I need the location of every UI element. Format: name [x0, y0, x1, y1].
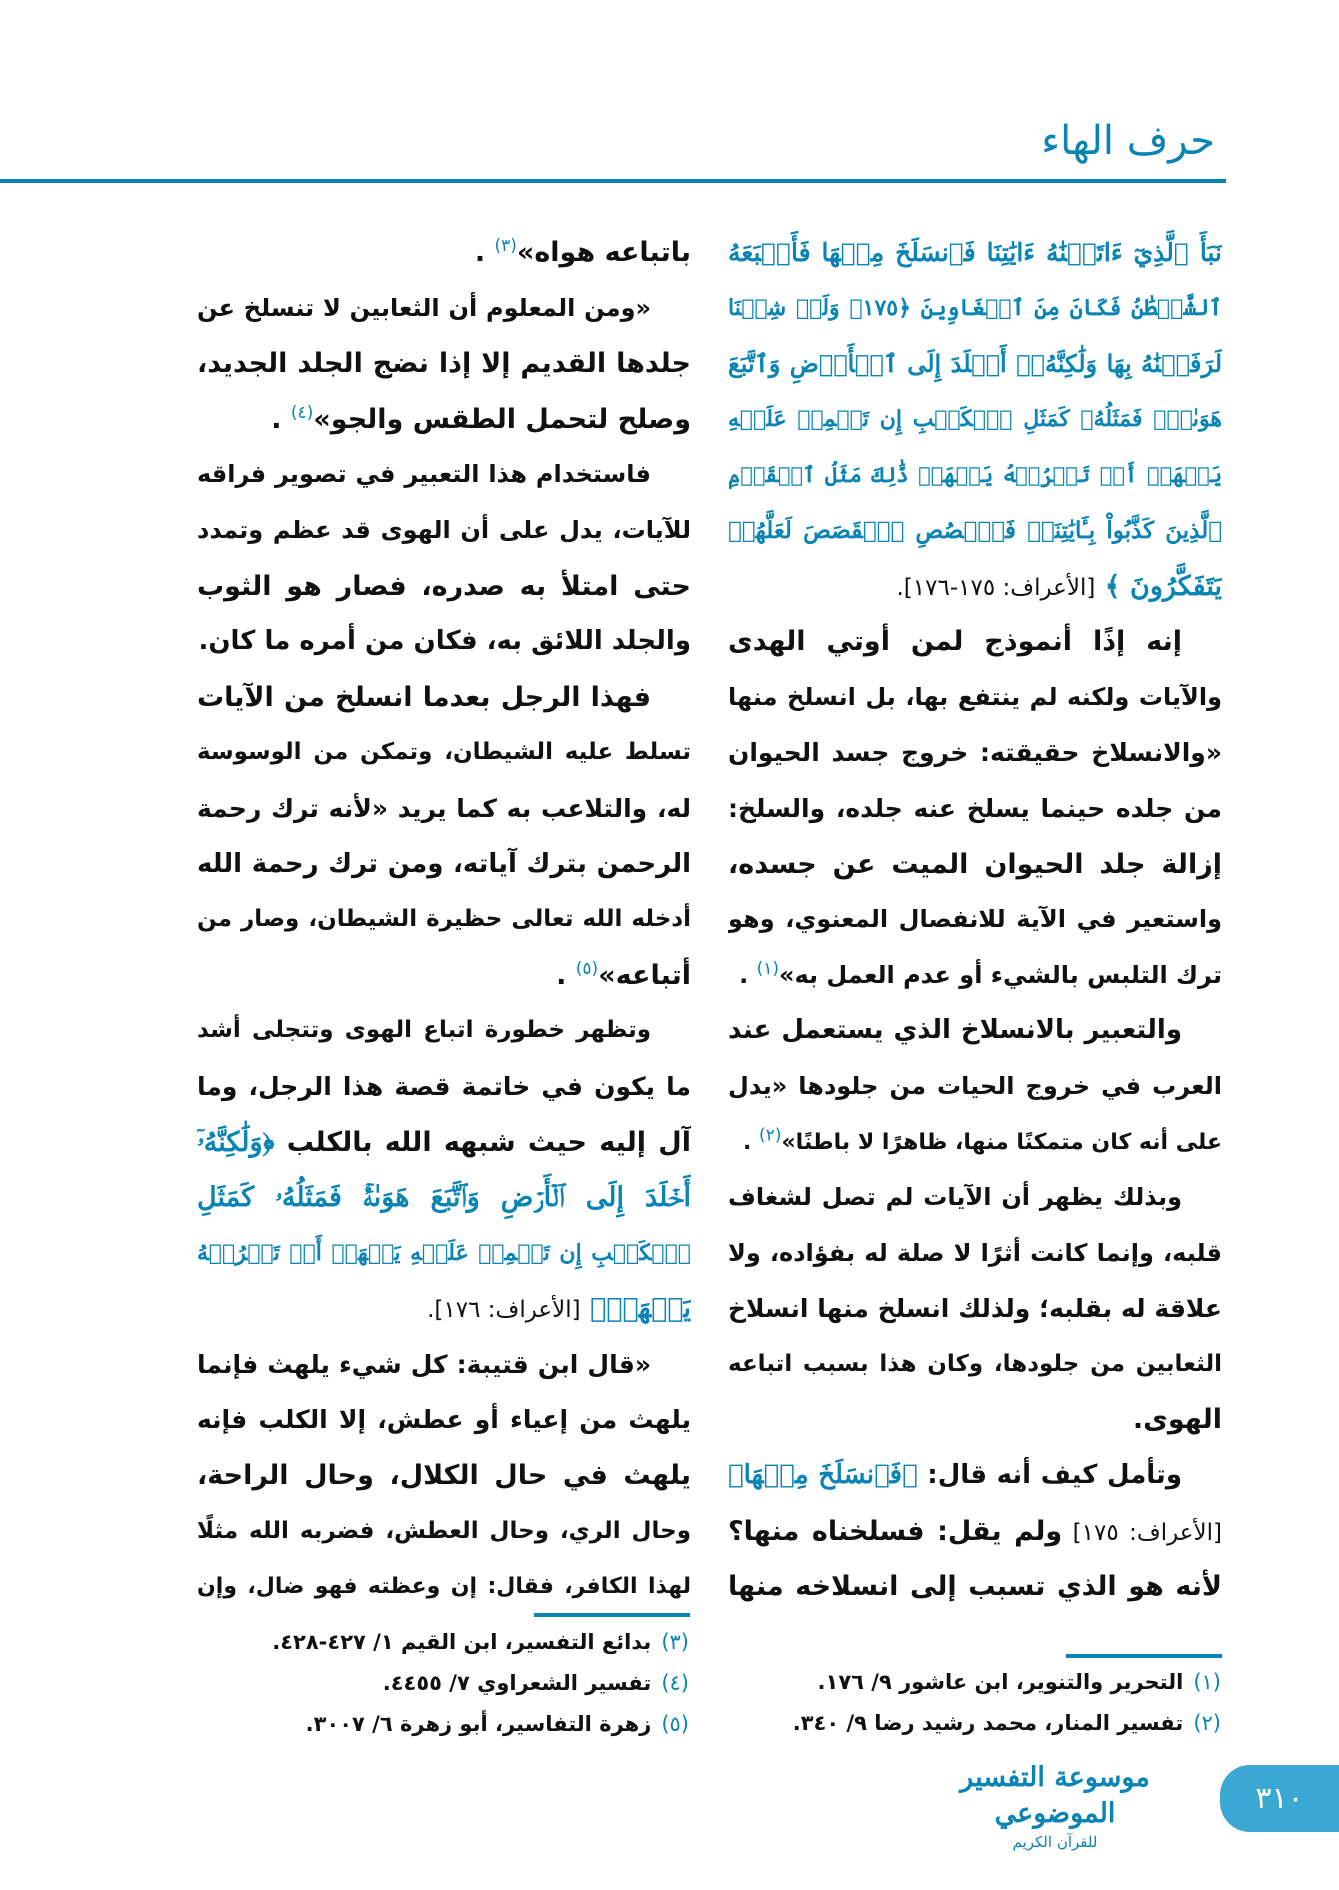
text-line	[197, 1504, 691, 1560]
body-text: جلدها القديم إلا إذا نضج الجلد الجديد،	[197, 348, 691, 380]
text-line	[728, 670, 1222, 726]
footnote-number: (٤)	[661, 1671, 689, 1695]
footnote-marker: (٢)	[759, 1125, 782, 1146]
text-line	[728, 725, 1222, 781]
footnote-item	[272, 1622, 689, 1663]
verse-reference: [الأعراف: ١٧٦].	[427, 1297, 581, 1324]
body-text: ما يكون في خاتمة قصة هذا الرجل، وما	[197, 1071, 691, 1101]
body-text: على أنه كان متمكنًا منها، ظاهرًا لا باطنًا»	[781, 1129, 1222, 1155]
text-line	[197, 447, 691, 503]
left-text-column	[197, 225, 691, 1615]
footnote-divider-right	[1066, 1654, 1222, 1658]
footnote-item	[793, 1662, 1221, 1703]
text-line	[197, 281, 691, 337]
text-line	[197, 1392, 691, 1448]
footnote-number: (٢)	[1193, 1711, 1221, 1735]
text-line	[728, 225, 1222, 281]
verse-reference: [الأعراف: ١٧٥]	[1062, 1519, 1222, 1546]
body-text: الثعابين من جلودها، وكان هذا بسبب اتباعه	[728, 1350, 1222, 1377]
text-line	[728, 1337, 1222, 1393]
text-line	[197, 559, 691, 615]
body-text: والجلد اللائق به، فكان من أمره ما كان.	[198, 626, 691, 657]
text-line	[728, 837, 1222, 893]
body-text: ولم يقل: فسلخناه منها؟	[728, 1515, 1063, 1547]
body-text: الرحمن بترك آياته، ومن ترك رحمة الله	[197, 848, 691, 879]
body-text: والتعبير بالانسلاخ الذي يستعمل عند	[728, 1015, 1182, 1046]
text-line	[197, 948, 691, 1004]
quran-verse: ٱلۡكَلۡبِ إِن تَحۡمِلۡ عَلَيۡهِ يَلۡهَثۡ أَوۡ تَتۡرُكۡهُ	[197, 1239, 691, 1266]
header-divider	[0, 179, 1226, 183]
text-line	[197, 1115, 691, 1171]
body-text: وتظهر خطورة اتباع الهوى وتتجلى أشد	[197, 1017, 651, 1044]
text-line	[728, 1559, 1222, 1615]
body-text: أتباعه»	[598, 959, 691, 991]
text-line	[728, 781, 1222, 837]
text-line	[728, 503, 1222, 559]
text-line	[197, 614, 691, 670]
body-text: «قال ابن قتيبة: كل شيء يلهث فإنما	[197, 1349, 651, 1379]
body-text: أدخله الله تعالى حظيرة الشيطان، وصار من	[197, 906, 691, 933]
body-text: إزالة جلد الحيوان الميت عن جسده،	[728, 848, 1222, 880]
footnote-item	[793, 1703, 1221, 1744]
quran-verse: لَرَفَعۡنَٰهُ بِهَا وَلَٰكِنَّهُۥٓ أَخۡلَدَ إِلَى ٱلۡأَرۡضِ وَٱتَّبَعَ	[728, 349, 1222, 379]
text-line	[728, 1115, 1222, 1171]
quran-verse: ﴿فَٱنسَلَخَ مِنۡهَا﴾	[728, 1460, 918, 1491]
body-text: وبذلك يظهر أن الآيات لم تصل لشغاف	[728, 1183, 1182, 1212]
text-line	[197, 670, 691, 726]
body-text: لهذا الكافر، فقال: إن وعظته فهو ضال، وإن	[197, 1574, 691, 1600]
text-line	[197, 1337, 691, 1393]
quran-verse: هَوَىٰهُۚ فَمَثَلُهُۥ كَمَثَلِ ٱلۡكَلۡبِ إِن تَحۡمِلۡ عَلَيۡهِ	[728, 405, 1222, 432]
text-line	[728, 614, 1222, 670]
body-text: .	[556, 959, 576, 991]
footnote-text: بدائع التفسير، ابن القيم ١/ ٤٢٧-٤٢٨.	[272, 1630, 652, 1654]
quran-verse: ٱلشَّيۡطَٰنُ فَكَانَ مِنَ ٱلۡغَاوِينَ ﴿١٧٥﴾ وَلَوۡ شِئۡنَا	[728, 294, 1222, 321]
body-text: .	[739, 960, 757, 989]
body-text: لأنه هو الذي تسبب إلى انسلاخه منها	[728, 1571, 1222, 1603]
footnote-text: تفسير المنار، محمد رشيد رضا ٩/ ٣٤٠.	[792, 1711, 1184, 1735]
body-text: .	[271, 403, 291, 435]
footnote-marker: (١)	[756, 958, 779, 979]
body-text: للآيات، يدل على أن الهوى قد عظم وتمدد	[197, 515, 691, 544]
text-line	[728, 281, 1222, 337]
quran-verse: ﴿وَلَٰكِنَّهُۥٓ	[197, 1126, 275, 1158]
footnote-marker: (٤)	[290, 402, 314, 423]
text-line	[197, 725, 691, 781]
body-text: وتأمل كيف أنه قال:	[917, 1460, 1182, 1491]
body-text: .	[743, 1129, 760, 1155]
text-line	[728, 892, 1222, 948]
body-text: واستعير في الآية للانفصال المعنوي، وهو	[728, 905, 1222, 934]
footnote-item	[272, 1663, 689, 1704]
quran-verse: ٱلَّذِينَ كَذَّبُواْ بِـَٔايَٰتِنَاۚ فَٱقۡصُصِ ٱلۡقَصَصَ لَعَلَّهُمۡ	[728, 516, 1222, 544]
chapter-title: حرف الهاء	[1041, 118, 1215, 164]
footnote-number: (١)	[1193, 1670, 1221, 1694]
body-text: العرب في خروج الحيات من جلودها «يدل	[728, 1071, 1222, 1100]
quran-verse: نَبَأَ ٱلَّذِيٓ ءَاتَيۡنَٰهُ ءَايَٰتِنَا فَٱنسَلَخَ مِنۡهَا فَأَتۡبَعَهُ	[728, 238, 1222, 267]
body-text: حتى امتلأ به صدره، فصار هو الثوب	[197, 570, 691, 602]
quran-verse: يَتَفَكَّرُونَ ﴾	[1095, 570, 1222, 602]
text-line	[728, 948, 1222, 1004]
text-line	[197, 892, 691, 948]
text-line	[728, 1281, 1222, 1337]
text-line	[728, 1392, 1222, 1448]
body-text: باتباعه هواه»	[516, 237, 691, 268]
logo-subtitle: للقرآن الكريم	[1012, 1833, 1098, 1851]
text-line	[197, 1003, 691, 1059]
footnote-text: تفسير الشعراوي ٧/ ٤٤٥٥.	[382, 1671, 652, 1695]
body-text: «ومن المعلوم أن الثعابين لا تنسلخ عن	[197, 293, 651, 322]
text-line	[197, 336, 691, 392]
body-text: فاستخدام هذا التعبير في تصوير فراقه	[197, 460, 651, 489]
body-text: وحال الري، وحال العطش، فضربه الله مثلًا	[197, 1517, 691, 1544]
quran-verse: يَلۡهَثۚ﴾	[580, 1293, 691, 1325]
text-line	[197, 1059, 691, 1115]
text-line	[197, 1281, 691, 1337]
quran-verse: أَخۡلَدَ إِلَى ٱلۡأَرۡضِ وَٱتَّبَعَ هَوَىٰهُۚ فَمَثَلُهُۥ كَمَثَلِ	[197, 1182, 691, 1214]
text-line	[197, 1559, 691, 1615]
text-line	[728, 1504, 1222, 1560]
body-text: «والانسلاخ حقيقته: خروج جسد الحيوان	[728, 738, 1222, 768]
text-line	[728, 559, 1222, 615]
body-text: وصلح لتحمل الطقس والجو»	[313, 403, 691, 435]
text-line	[728, 1170, 1222, 1226]
body-text: الهوى.	[1132, 1404, 1222, 1436]
body-text: من جلده حينما يسلخ عنه جلده، والسلخ:	[728, 793, 1222, 823]
text-line	[197, 837, 691, 893]
body-text: له، والتلاعب به كما يريد «لأنه ترك رحمة	[197, 793, 691, 823]
footnote-divider-left	[534, 1613, 690, 1617]
text-line	[197, 392, 691, 448]
body-text: يلهث في حال الكلال، وحال الراحة،	[197, 1460, 691, 1492]
body-text: إنه إذًا أنموذج لمن أوتي الهدى	[728, 626, 1182, 658]
text-line	[197, 225, 691, 281]
body-text: فهذا الرجل بعدما انسلخ من الآيات	[197, 681, 651, 713]
text-line	[728, 1003, 1222, 1059]
text-line	[728, 392, 1222, 448]
text-line	[728, 1226, 1222, 1282]
text-line	[197, 503, 691, 559]
footnote-item	[272, 1704, 689, 1745]
footnote-marker: (٣)	[494, 236, 517, 256]
quran-verse: يَلۡهَثۡ أَوۡ تَتۡرُكۡهُ يَلۡهَثۚ ذَّٰلِكَ مَثَلُ ٱلۡقَوۡمِ	[728, 462, 1222, 488]
text-line	[728, 1448, 1222, 1504]
body-text: .	[474, 237, 495, 268]
text-line	[197, 1226, 691, 1282]
right-text-column	[728, 225, 1222, 1615]
body-text: يلهث من إعياء أو عطش، إلا الكلب فإنه	[197, 1405, 691, 1435]
text-line	[197, 1448, 691, 1504]
text-line	[728, 1059, 1222, 1115]
verse-reference: [الأعراف: ١٧٥-١٧٦].	[896, 574, 1096, 601]
body-text: تسلط عليه الشيطان، وتمكن من الوسوسة	[197, 739, 691, 766]
footnote-number: (٥)	[661, 1712, 689, 1736]
footnotes-right	[793, 1662, 1221, 1744]
footnotes-left	[272, 1622, 689, 1745]
body-text: علاقة له بقلبه؛ ولذلك انسلخ منها انسلاخ	[728, 1294, 1222, 1324]
body-text: آل إليه حيث شبهه الله بالكلب	[274, 1126, 691, 1158]
page-number: ٣١٠	[1220, 1765, 1339, 1832]
body-text: ترك التلبس بالشيء أو عدم العمل به»	[779, 960, 1222, 989]
footnote-number: (٣)	[661, 1630, 689, 1654]
text-line	[728, 447, 1222, 503]
text-line	[197, 1170, 691, 1226]
text-line	[197, 781, 691, 837]
encyclopedia-logo	[930, 1760, 1180, 1852]
footnote-text: التحرير والتنوير، ابن عاشور ٩/ ١٧٦.	[817, 1670, 1184, 1694]
footnote-text: زهرة التفاسير، أبو زهرة ٦/ ٣٠٠٧.	[305, 1712, 652, 1736]
body-text: والآيات ولكنه لم ينتفع بها، بل انسلخ منها	[728, 682, 1222, 711]
body-text: قلبه، وإنما كانت أثرًا لا صلة له بفؤاده، ولا	[728, 1238, 1222, 1267]
footnote-marker: (٥)	[575, 958, 599, 979]
text-line	[728, 336, 1222, 392]
logo-title: موسوعة التفسير الموضوعي	[960, 1762, 1150, 1829]
